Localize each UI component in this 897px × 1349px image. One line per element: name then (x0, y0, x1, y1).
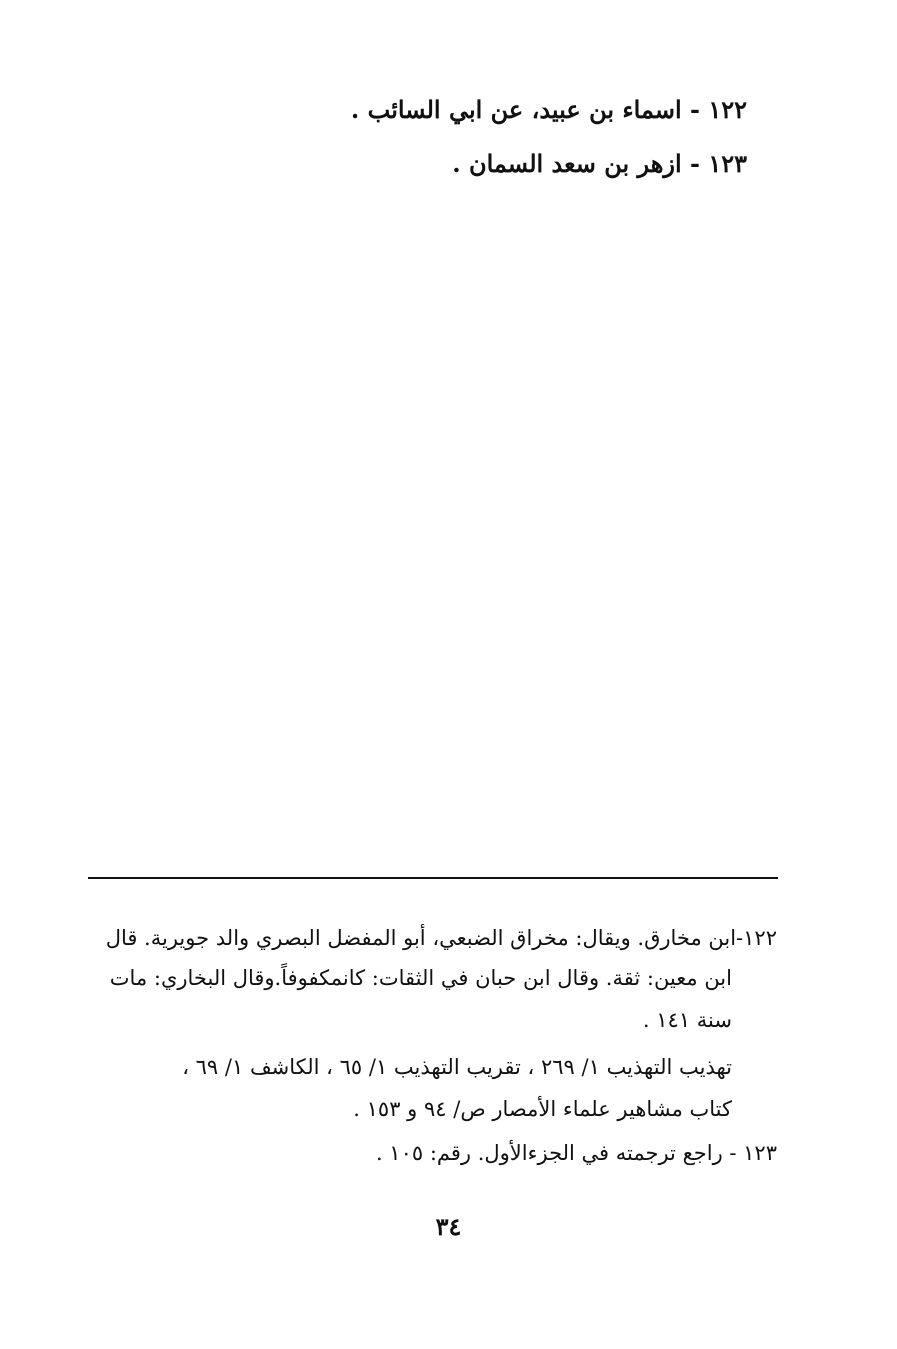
entry-122: ١٢٢ - اسماء بن عبيد، عن ابي السائب . (350, 95, 747, 124)
footnote-122-line-3: سنة ١٤١ . (642, 1008, 732, 1032)
footnote-123: ١٢٣ - راجع ترجمته في الجزءالأول. رقم: ١٠٥ . (375, 1141, 777, 1165)
footnote-122-line-1: ١٢٢-ابن مخارق. ويقال: مخراق الضبعي، أبو المفضل البصري والد جويرية. قال (105, 926, 777, 950)
footnote-122-refs-line-1: تهذيب التهذيب ١/ ٢٦٩ ، تقريب التهذيب ١/ ٦٥ ، الكاشف ١/ ٦٩ ، (182, 1055, 732, 1079)
page-number: ٣٤ (435, 1212, 462, 1241)
footnote-122-refs-line-2: كتاب مشاهير علماء الأمصار ص/ ٩٤ و ١٥٣ . (353, 1097, 732, 1121)
footnote-separator (88, 877, 778, 879)
footnote-122-line-2: ابن معين: ثقة. وقال ابن حبان في الثقات: كانمكفوفاً.وقال البخاري: مات (109, 966, 732, 990)
entry-123: ١٢٣ - ازهر بن سعد السمان . (452, 149, 747, 178)
